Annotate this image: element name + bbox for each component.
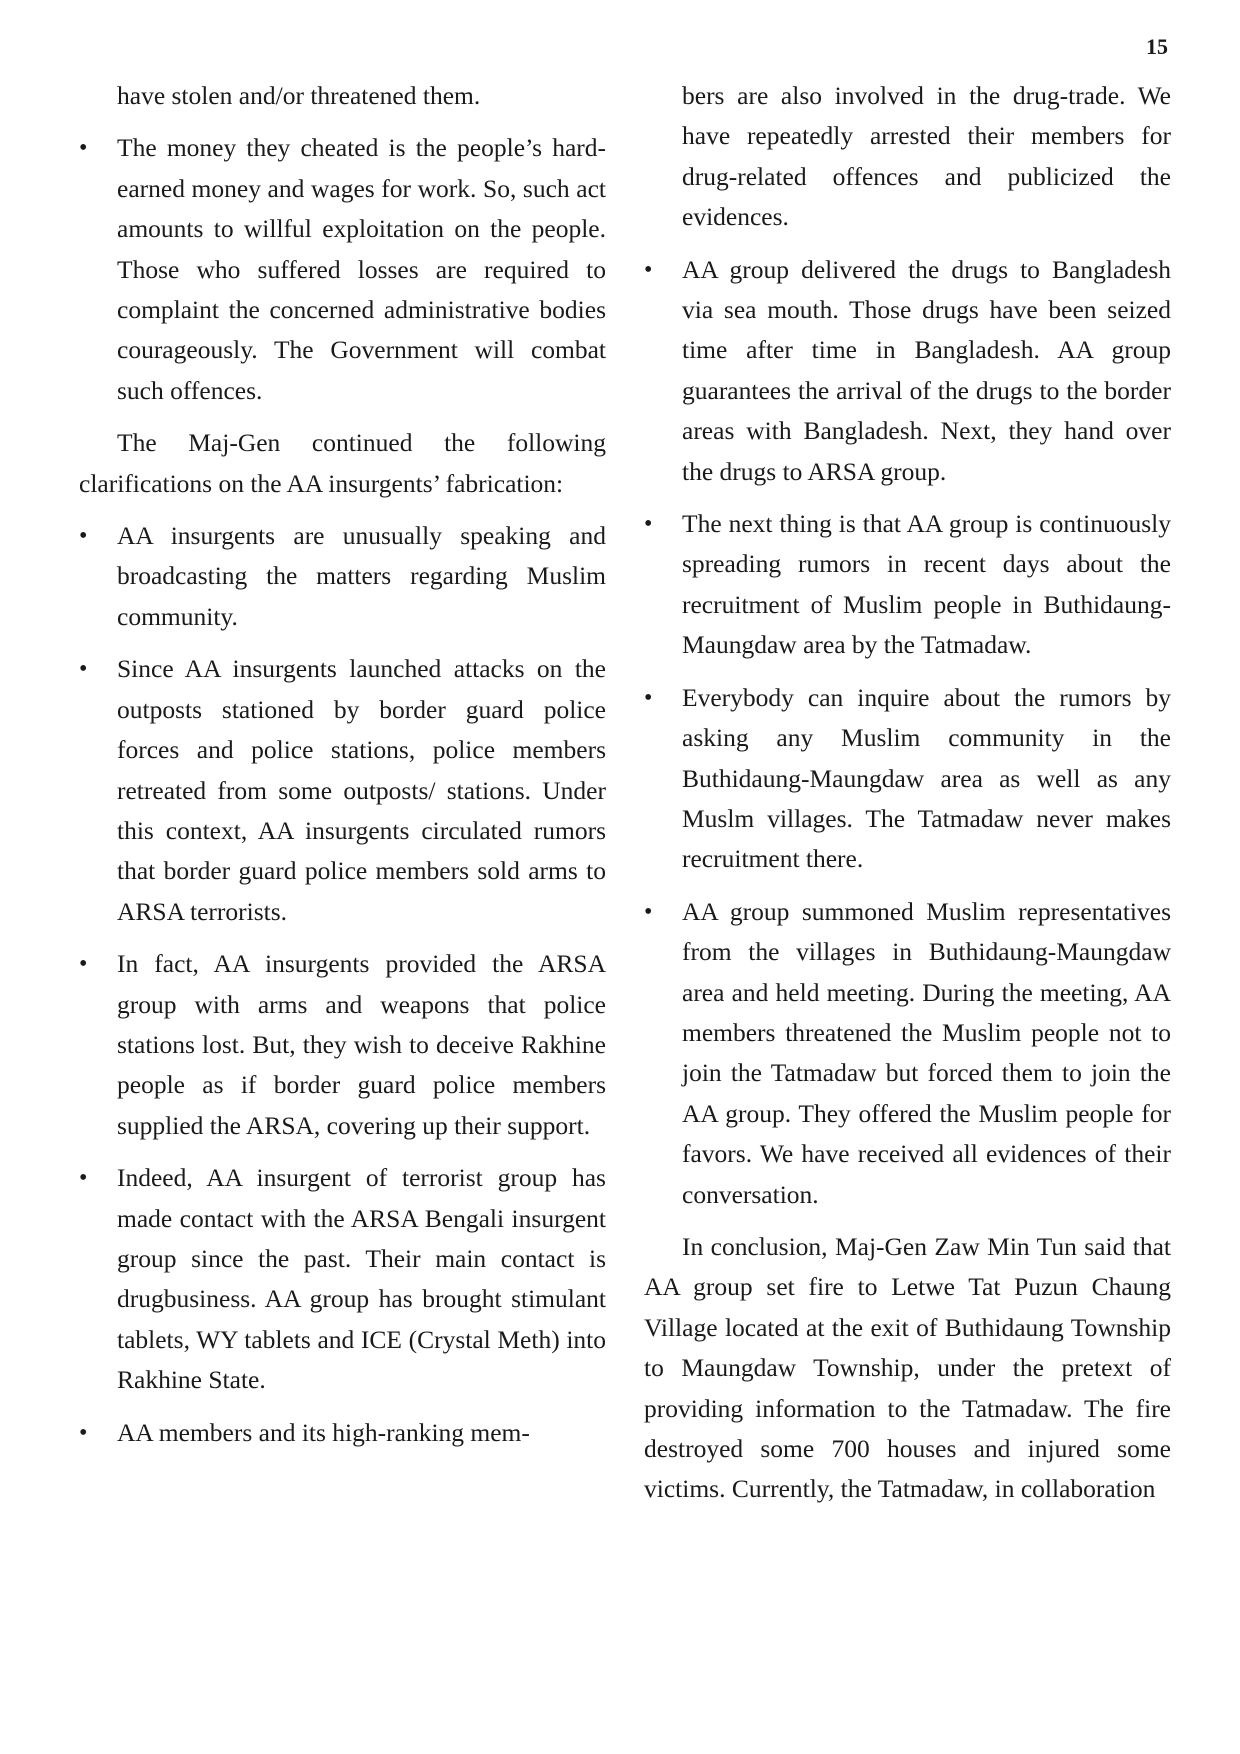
bullet-dot-icon: • — [644, 898, 653, 925]
paragraph: In conclusion, Maj-Gen Zaw Min Tun said that AA group set fire to Letwe Tat Puzun Chaung Village located at the exit of Buthidaung Township to Maungdaw Township, under the pretext of providing information to the Tatmadaw. The fire destroyed some 700 houses and injured some victims. Currently, the Tatmadaw, in collaboration — [644, 1231, 1171, 1504]
bullet-dot-icon: • — [644, 511, 653, 538]
list-item-text: Indeed, AA insurgent of terrorist group has made contact with the ARSA Bengali insurgent group since the past. Their main contact is drugbusiness. AA group has brought stimulant tablets, WY tablets and ICE (Crystal Meth) into Rakhine State. — [117, 1163, 606, 1395]
bullet-dot-icon: • — [79, 656, 88, 683]
list-item — [79, 516, 606, 637]
bullet-dot-icon: • — [79, 1419, 88, 1446]
list-item-text: AA insurgents are unusually speaking and broadcasting the matters regarding Muslim community. — [117, 521, 606, 631]
bullet-dot-icon: • — [79, 951, 88, 978]
list-item — [79, 1413, 606, 1453]
left-column — [79, 76, 606, 1465]
paragraph: The Maj-Gen continued the following clarifications on the AA insurgents’ fabrication: — [79, 428, 606, 498]
bullet-dot-icon: • — [644, 684, 653, 711]
continuation-text: bers are also involved in the drug-trade. We have repeatedly arrested their members for drug-related offences and publicized the evidences. — [682, 81, 1171, 232]
bullet-dot-icon: • — [79, 135, 88, 162]
list-item — [79, 1158, 606, 1400]
list-item — [644, 504, 1171, 666]
continuation-text: have stolen and/or threatened them. — [117, 81, 481, 110]
list-item-text: The next thing is that AA group is continuously spreading rumors in recent days about the recruitment of Muslim people in Buthidaung-Maungdaw area by the Tatmadaw. — [682, 509, 1171, 660]
bullet-list — [79, 516, 606, 1453]
list-item — [644, 892, 1171, 1215]
list-item-text: AA group delivered the drugs to Bangladesh via sea mouth. Those drugs have been seized time after time in Bangladesh. AA group guarantees the arrival of the drugs to the border areas with Bangladesh. Next, they hand over the drugs to ARSA group. — [682, 254, 1171, 486]
list-item-text: In fact, AA insurgents provided the ARSA group with arms and weapons that police stations lost. But, they wish to deceive Rakhine people as if border guard police members supplied the ARSA, covering up their support. — [117, 949, 606, 1140]
list-item-text: Since AA insurgents launched attacks on the outposts stationed by border guard police forces and police stations, police members retreated from some outposts/ stations. Under this context, AA insurgents circulated rumors that border guard police members sold arms to ARSA terrorists. — [117, 654, 606, 926]
list-item — [79, 944, 606, 1146]
list-item-text: AA members and its high-ranking mem- — [117, 1417, 530, 1447]
list-item — [644, 250, 1171, 492]
bullet-dot-icon: • — [79, 1165, 88, 1192]
bullet-list — [644, 250, 1171, 1215]
bullet-dot-icon: • — [644, 256, 653, 283]
list-item — [79, 649, 606, 932]
bullet-list — [79, 128, 606, 411]
list-item-text: The money they cheated is the people’s hard-earned money and wages for work. So, such act amounts to willful exploitation on the people. Those who suffered losses are required to complaint the concerned administrative bodies courageously. The Government will combat such offences. — [117, 133, 606, 405]
bullet-dot-icon: • — [79, 523, 88, 550]
list-item-text: Everybody can inquire about the rumors by asking any Muslim community in the Buthidaung-Maungdaw area as well as any Muslm villages. The Tatmadaw never makes recruitment there. — [682, 682, 1171, 874]
list-item — [79, 128, 606, 411]
right-column — [644, 76, 1171, 1522]
page-number: 15 — [1146, 34, 1168, 59]
list-item-text: AA group summoned Muslim representatives from the villages in Buthidaung-Maungdaw area and held meeting. During the meeting, AA members threatened the Muslim people not to join the Tatmadaw but forced them to join the AA group. They offered the Muslim people for favors. We have received all evidences of their conversation. — [682, 896, 1171, 1209]
list-item — [644, 678, 1171, 880]
